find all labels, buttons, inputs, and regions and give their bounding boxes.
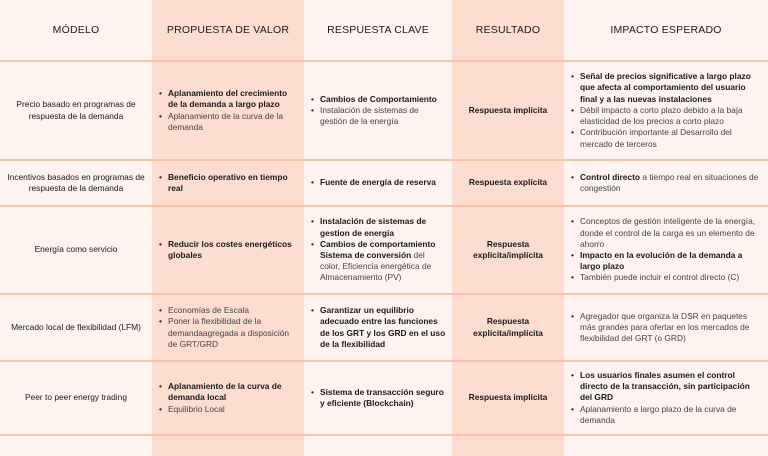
list-item-text: Agregador que organiza la DSR en paquetes más grandes para ofertar en los mercados de flexibilidad del GRT (o GRD) — [580, 310, 750, 344]
list-item — [168, 239, 298, 261]
cell-modelo — [0, 161, 152, 205]
list-item-text: Débil impacto a corto plazo debido a la baja elasticidad de los precios a corto plazo — [580, 104, 743, 127]
cell-modelo — [0, 362, 152, 434]
list-item-text: Impacto en la evolución de la demanda a largo plazo — [580, 250, 743, 272]
list-item-text: Beneficio operativo en tiempo real — [168, 171, 288, 193]
modelo-text: Peer to peer energy trading — [25, 392, 127, 403]
cell-propuesta — [152, 161, 304, 205]
list-item-text: Control directo — [580, 171, 641, 182]
header-propuesta-de-valor: PROPUESTA DE VALOR — [166, 24, 290, 36]
cell-respuesta — [304, 207, 452, 293]
resultado-text: Respuesta implícita — [468, 392, 548, 403]
cell-modelo — [0, 295, 152, 360]
list-item — [168, 404, 298, 415]
modelo-text: Mercado local de flexibilidad (LFM) — [11, 321, 141, 332]
cell-resultado — [452, 207, 564, 293]
list-item — [168, 88, 298, 110]
cell-impacto — [564, 161, 768, 205]
list-item-text: Conceptos de gestión inteligente de la energía, donde el control de la carga es un elemento de ahorro — [580, 216, 756, 249]
impacto-list — [570, 311, 762, 345]
table-row — [0, 362, 768, 434]
respuesta-list — [310, 387, 446, 409]
cell-resultado — [452, 295, 564, 360]
list-item — [320, 177, 436, 188]
cell-impacto — [564, 362, 768, 434]
list-item — [580, 105, 762, 127]
list-item-text: a tiempo real en situaciones de congestión — [580, 171, 759, 193]
list-item-text: Señal de precios significative a largo plazo que afecta al comportamiento del usuario final y a las nuevas instalaciones — [580, 71, 751, 104]
table-row — [0, 207, 768, 293]
cell-modelo — [0, 62, 152, 159]
respuesta-list — [310, 94, 446, 128]
modelo-text: Precio basado en programas de respuesta de la demanda — [16, 99, 136, 121]
impacto-list — [570, 370, 762, 426]
modelo-text: Energía como servicio — [34, 244, 118, 255]
propuesta-list — [158, 239, 298, 261]
respuesta-list — [310, 177, 436, 188]
propuesta-list — [158, 305, 298, 350]
list-item-text: Sistema de transacción seguro y eficiente (Blockchain) — [320, 386, 444, 408]
cell-propuesta — [152, 295, 304, 360]
cell-impacto — [564, 207, 768, 293]
list-item — [580, 71, 762, 105]
list-item — [320, 239, 446, 284]
modelo-text: Incentivos basados en programas de respuesta de la demanda — [7, 171, 145, 193]
list-item — [168, 381, 298, 403]
cell-impacto — [564, 62, 768, 159]
propuesta-list — [158, 172, 298, 194]
header-resultado: RESULTADO — [475, 24, 541, 36]
list-item — [580, 370, 762, 404]
cell-respuesta — [304, 62, 452, 159]
list-item-text: Fuente de energía de reserva — [320, 177, 436, 188]
list-item — [168, 316, 298, 350]
cell-respuesta — [304, 161, 452, 205]
list-item-text: Equilibrio Local — [168, 403, 225, 414]
divider — [0, 434, 768, 436]
header-modelo: MÓDELO — [52, 24, 100, 36]
impacto-list — [570, 71, 762, 149]
list-item-text: Cambios de comportamiento Sistema de conversión — [320, 238, 436, 260]
cell-respuesta — [304, 362, 452, 434]
list-item — [320, 105, 446, 127]
resultado-text: Respuesta explícita/implícita — [473, 238, 543, 260]
respuesta-list — [310, 216, 446, 283]
cell-resultado — [452, 62, 564, 159]
list-item — [580, 127, 762, 149]
list-item-text: Economías de Escala — [168, 305, 250, 316]
resultado-text: Respuesta explícita/implícita — [473, 316, 543, 338]
impacto-list — [570, 216, 762, 283]
list-item — [580, 216, 762, 250]
header-respuesta-clave: RESPUESTA CLAVE — [327, 24, 429, 36]
list-item — [580, 172, 762, 194]
list-item-text: del color, Eficiencia energética de Almacenamiento (PV) — [320, 250, 432, 283]
list-item-text: Contribución importante al Desarrollo del mercado de terceros — [580, 127, 732, 149]
cell-resultado — [452, 362, 564, 434]
list-item — [320, 94, 446, 105]
list-item-text: Aplanamiento de la curva de la demanda — [168, 110, 283, 132]
list-item — [580, 250, 762, 272]
list-item — [168, 172, 298, 194]
list-item-text: Garantizar un equilibrio adecuado entre las funciones de los GRT y los GRD en el uso de la flexibilidad — [320, 305, 446, 349]
cell-modelo — [0, 207, 152, 293]
cell-resultado — [452, 161, 564, 205]
list-item-text: Instalación de sistemas de gestion de energía — [320, 216, 427, 238]
list-item-text: Los usuarios finales asumen el control directo de la transacción, sin participación del GRD — [580, 369, 750, 403]
list-item-text: También puede incluir el control directo (C) — [580, 272, 740, 283]
cell-respuesta — [304, 295, 452, 360]
resultado-text: Respuesta implícita — [468, 104, 548, 115]
list-item — [320, 305, 446, 350]
list-item-text: Aplanamiento a largo plazo de la curva de demanda — [580, 403, 737, 425]
cell-propuesta — [152, 362, 304, 434]
cell-impacto — [564, 295, 768, 360]
list-item — [320, 216, 446, 238]
list-item-text: Aplanamiento de la curva de demanda local — [168, 381, 282, 403]
list-item-text: Reducir los costes energéticos globales — [168, 238, 292, 260]
header-impacto-esperado: IMPACTO ESPERADO — [610, 24, 722, 36]
list-item — [168, 111, 298, 133]
list-item-text: Cambios de Comportamiento — [320, 93, 437, 104]
resultado-text: Respuesta explícita — [468, 177, 548, 188]
list-item-text: Poner la flexibilidad de la demandaagregada a disposición de GRT/GRD — [168, 316, 290, 349]
propuesta-list — [158, 88, 298, 133]
impacto-list — [570, 172, 762, 194]
list-item — [320, 387, 446, 409]
list-item-text: Instalación de sistemas de gestión de la energía — [320, 104, 419, 127]
respuesta-list — [310, 305, 446, 350]
list-item — [168, 305, 298, 316]
table-row — [0, 161, 768, 205]
cell-propuesta — [152, 207, 304, 293]
list-item — [580, 311, 762, 345]
cell-propuesta — [152, 62, 304, 159]
propuesta-list — [158, 381, 298, 415]
list-item — [580, 272, 762, 283]
table-row — [0, 62, 768, 159]
list-item — [580, 404, 762, 426]
table-row — [0, 295, 768, 360]
list-item-text: Aplanamiento del crecimiento de la demanda a largo plazo — [168, 88, 288, 110]
